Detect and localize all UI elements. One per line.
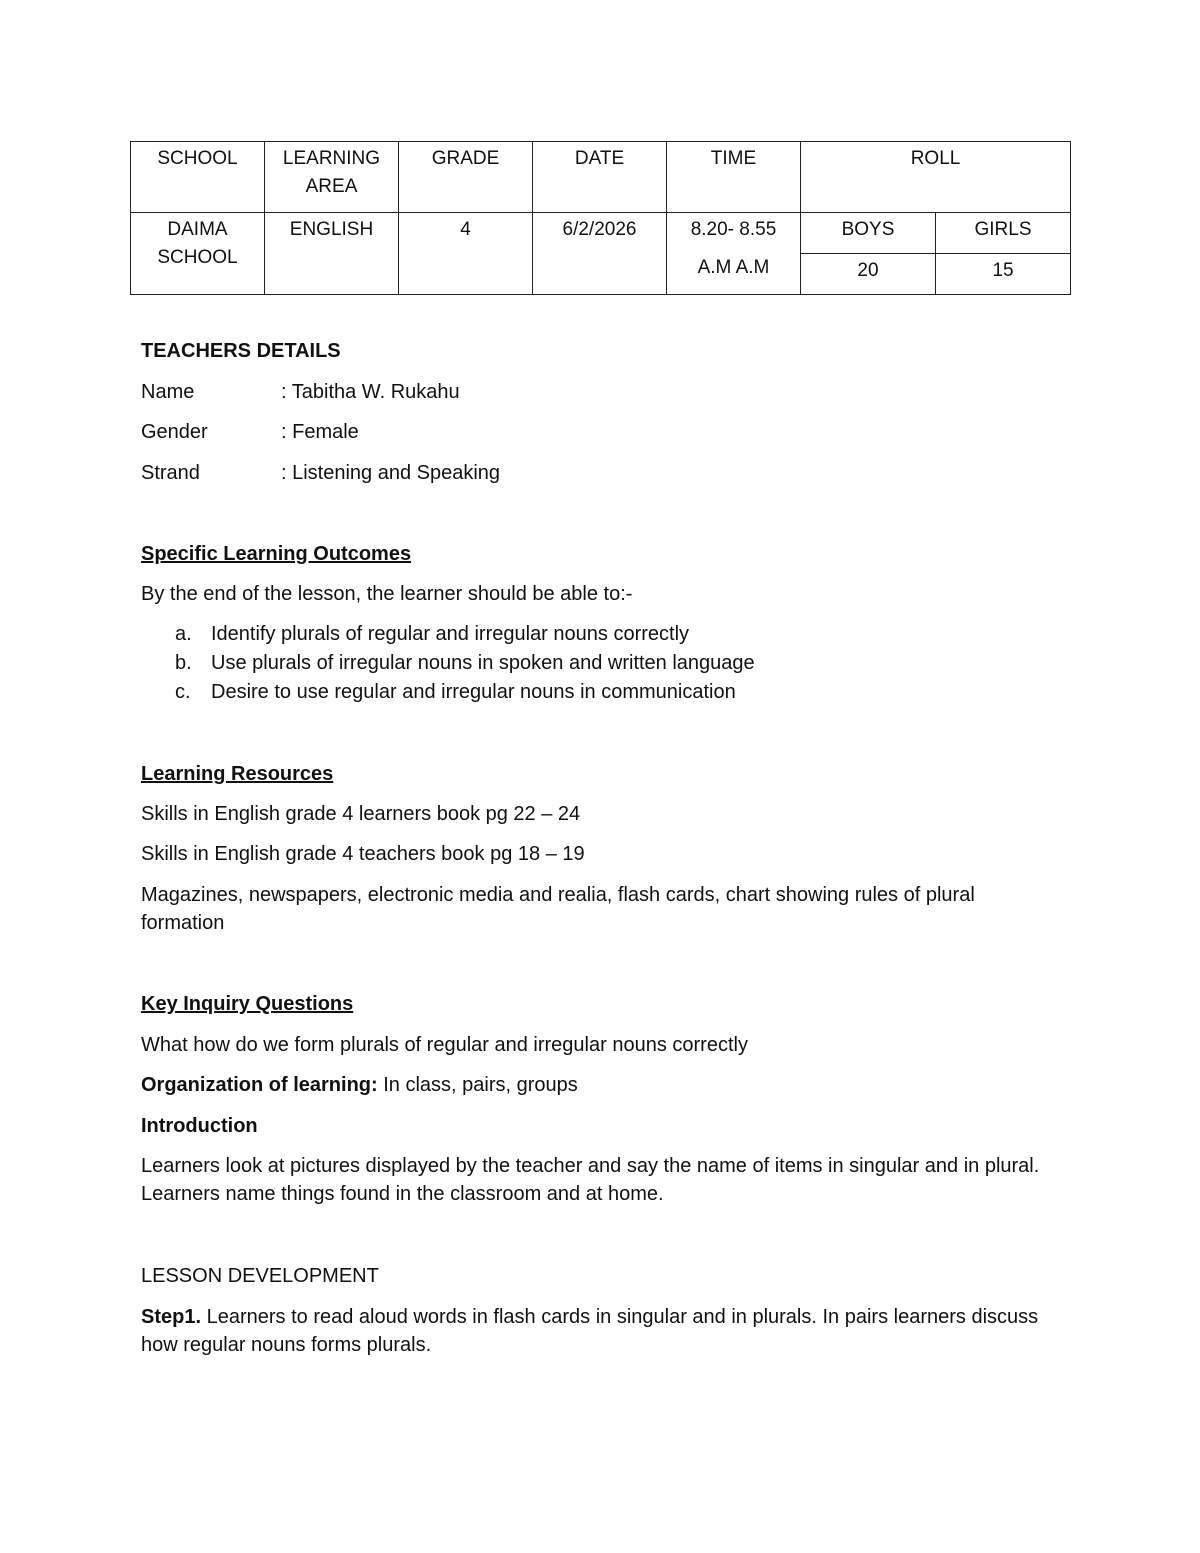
organization-label: Organization of learning: (141, 1074, 378, 1096)
teacher-strand-row (141, 459, 500, 487)
teacher-gender-label: Gender (141, 421, 208, 443)
teacher-gender-row (141, 418, 359, 446)
table-header-row (131, 142, 1071, 213)
teacher-details-heading: TEACHERS DETAILS (141, 340, 341, 362)
resource-line-1: Skills in English grade 4 learners book pg 22 – 24 (141, 803, 581, 825)
list-marker: b. (175, 652, 192, 674)
introduction-text: Learners look at pictures displayed by the teacher and say the name of items in singular and in plural. Learners name things found in the classroom and at home. (141, 1155, 1040, 1205)
step1-paragraph (141, 1303, 1041, 1359)
cell-girls-count: 15 (936, 254, 1071, 295)
outcomes-list (141, 620, 755, 707)
introduction-heading: Introduction (141, 1115, 258, 1137)
cell-time (667, 213, 801, 295)
resource-line-3: Magazines, newspapers, electronic media and realia, flash cards, chart showing rules of plural formation (141, 884, 975, 934)
cell-girls-label: GIRLS (936, 213, 1071, 254)
teacher-strand-value: : Listening and Speaking (281, 462, 501, 484)
teacher-name-label: Name (141, 381, 195, 403)
cell-school: DAIMA SCHOOL (131, 213, 265, 295)
header-time: TIME (667, 142, 801, 213)
resources-heading: Learning Resources (141, 763, 334, 785)
table-data-row (131, 213, 1071, 254)
time-range: 8.20- 8.55 (690, 219, 777, 240)
list-item-text: Use plurals of irregular nouns in spoken and written language (211, 652, 755, 674)
list-item-text: Desire to use regular and irregular nouns in communication (211, 681, 736, 703)
header-grade: GRADE (399, 142, 533, 213)
teacher-gender-value: : Female (281, 421, 359, 443)
cell-boys-label: BOYS (801, 213, 936, 254)
list-item (141, 649, 755, 678)
list-item-text: Identify plurals of regular and irregular nouns correctly (211, 623, 690, 645)
cell-grade: 4 (399, 213, 533, 295)
list-marker: c. (175, 681, 191, 703)
header-learning-area: LEARNING AREA (265, 142, 399, 213)
step1-text: Learners to read aloud words in flash cards in singular and in plurals. In pairs learners discuss how regular nouns forms plurals. (141, 1306, 1039, 1356)
time-period: A.M A.M (697, 257, 770, 278)
inquiry-question: What how do we form plurals of regular and irregular nouns correctly (141, 1034, 748, 1056)
list-marker: a. (175, 623, 192, 645)
cell-date: 6/2/2026 (533, 213, 667, 295)
list-item (141, 678, 755, 707)
development-heading (141, 1262, 1061, 1290)
step1-label: Step1. (141, 1306, 202, 1328)
organization-row (141, 1071, 1061, 1099)
outcomes-intro: By the end of the lesson, the learner should be able to:- (141, 583, 633, 605)
teacher-name-value: : Tabitha W. Rukahu (281, 381, 460, 403)
header-school: SCHOOL (131, 142, 265, 213)
resource-line-2: Skills in English grade 4 teachers book pg 18 – 19 (141, 843, 585, 865)
outcomes-heading: Specific Learning Outcomes (141, 543, 412, 565)
organization-value: In class, pairs, groups (377, 1074, 578, 1096)
list-item (141, 620, 755, 649)
cell-learning-area: ENGLISH (265, 213, 399, 295)
header-date: DATE (533, 142, 667, 213)
lesson-info-table (130, 141, 1071, 295)
development-heading-text: LESSON DEVELOPMENT (141, 1265, 379, 1287)
inquiry-heading: Key Inquiry Questions (141, 993, 354, 1015)
header-roll: ROLL (801, 142, 1071, 213)
teacher-strand-label: Strand (141, 462, 200, 484)
teacher-name-row (141, 378, 460, 406)
cell-boys-count: 20 (801, 254, 936, 295)
